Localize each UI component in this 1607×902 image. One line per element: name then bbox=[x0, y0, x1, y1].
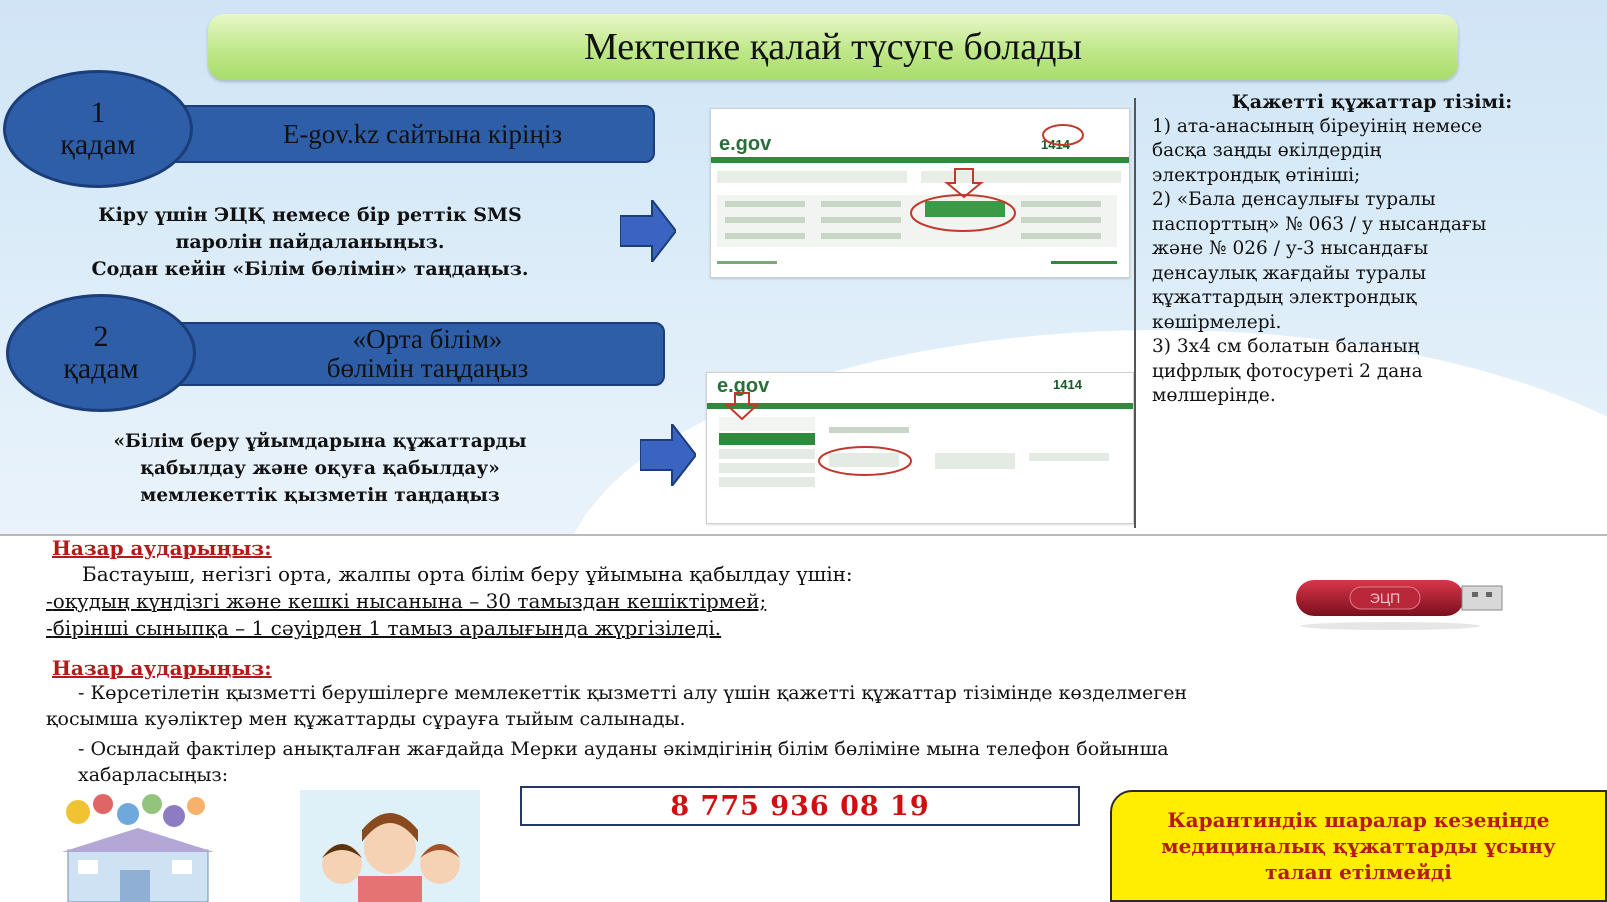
step1-bar bbox=[150, 105, 655, 163]
attention-heading-2: Назар аударыңыз: bbox=[52, 656, 272, 680]
egov-page-mock bbox=[707, 373, 1134, 524]
vertical-divider bbox=[1134, 98, 1136, 528]
step1-number: 1 bbox=[90, 96, 106, 129]
quarantine-line: Карантиндік шаралар кезеңінде bbox=[1167, 808, 1550, 832]
school-illustration bbox=[48, 792, 238, 902]
step1-oval bbox=[3, 70, 193, 188]
documents-line: басқа заңды өкілдердің bbox=[1152, 140, 1382, 161]
step1-instr-line: паролін пайдаланыңыз. bbox=[175, 231, 445, 253]
prohibition-line-2: қосымша куәліктер мен құжаттарды сұрауға тыйым салынады. bbox=[46, 708, 686, 730]
step1-instructions bbox=[20, 202, 600, 283]
step2-oval bbox=[6, 294, 196, 412]
step2-word: қадам bbox=[63, 352, 139, 385]
egov-logo: e.gov bbox=[717, 375, 770, 397]
hotline-number: 1414 bbox=[1053, 377, 1082, 392]
admission-rule-1: -оқудың күндізгі және кешкі нысанына – 30 тамыздан кешіктірмей; bbox=[46, 589, 767, 613]
egov-logo: e.gov bbox=[719, 133, 772, 155]
step2-instructions bbox=[20, 428, 620, 509]
step2-instr-line: мемлекеттік қызметін таңдаңыз bbox=[140, 485, 500, 506]
documents-line: 3) 3х4 см болатын баланың bbox=[1152, 336, 1420, 357]
quarantine-line: медициналық құжаттарды ұсыну bbox=[1161, 834, 1556, 858]
documents-line: паспорттың» № 063 / у нысандағы bbox=[1152, 213, 1487, 235]
egov-page-mock bbox=[711, 109, 1130, 278]
step1-bar-text: E-gov.kz сайтына кіріңіз bbox=[282, 118, 563, 149]
egov-screenshot-2 bbox=[706, 372, 1134, 524]
contact-line-1: - Осындай фактілер анықталған жағдайда Мерки ауданы әкімдігінің білім бөліміне мына телефон бойынша bbox=[78, 738, 1169, 760]
step2-bar-line1: «Орта білім» bbox=[352, 324, 503, 354]
admission-intro: Бастауыш, негізгі орта, жалпы орта білім беру ұйымына қабылдау үшін: bbox=[82, 562, 853, 586]
step2-instr-line: «Білім беру ұйымдарына құжаттарды bbox=[113, 431, 527, 452]
documents-line: көшірмелері. bbox=[1152, 311, 1282, 333]
arrow-right-icon bbox=[640, 424, 696, 486]
step2-bar-line2: бөлімін таңдаңыз bbox=[326, 353, 529, 383]
quarantine-line: талап етілмейді bbox=[1265, 860, 1452, 884]
documents-line: денсаулық жағдайы туралы bbox=[1152, 262, 1427, 284]
documents-line: электрондық өтініші; bbox=[1152, 164, 1361, 186]
arrow-right-icon bbox=[620, 200, 676, 262]
usb-label: ЭЦП bbox=[1369, 590, 1401, 606]
quarantine-notice bbox=[1110, 790, 1607, 902]
documents-line: 2) «Бала денсаулығы туралы bbox=[1152, 189, 1436, 210]
step2-bar bbox=[150, 322, 665, 386]
admission-rule-2: -бірінші сыныпқа – 1 сәуірден 1 тамыз аралығында жүргізіледі. bbox=[46, 616, 722, 640]
phone-number-box bbox=[520, 786, 1080, 826]
title-banner bbox=[208, 14, 1458, 80]
egov-screenshot-1 bbox=[710, 108, 1130, 278]
prohibition-line-1: - Көрсетілетін қызметті берушілерге мемлекеттік қызметті алу үшін қажетті құжаттар тізімінде көзделмеген bbox=[78, 682, 1188, 704]
documents-line: және № 026 / у-3 нысандағы bbox=[1152, 238, 1429, 259]
required-documents bbox=[1152, 90, 1592, 409]
documents-title: Қажетті құжаттар тізімі: bbox=[1231, 91, 1513, 113]
documents-line: құжаттардың электрондық bbox=[1152, 287, 1417, 308]
attention-heading-1: Назар аударыңыз: bbox=[52, 536, 272, 560]
children-illustration bbox=[300, 790, 480, 902]
step1-instr-line: Содан кейін «Білім бөлімін» таңдаңыз. bbox=[91, 258, 529, 280]
phone-number: 8 775 936 08 19 bbox=[670, 790, 930, 822]
step2-number: 2 bbox=[93, 320, 109, 353]
documents-line: 1) ата-анасының біреуінің немесе bbox=[1152, 115, 1483, 137]
step1-word: қадам bbox=[60, 128, 136, 161]
documents-line: мөлшерінде. bbox=[1152, 385, 1276, 406]
step1-instr-line: Кіру үшін ЭЦҚ немесе бір реттік SMS bbox=[98, 204, 522, 226]
admission-rule-2-text: бірінші сыныпқа – 1 сәуірден 1 тамыз аралығында жүргізіледі. bbox=[52, 616, 722, 640]
usb-token-icon bbox=[1290, 570, 1510, 630]
documents-line: цифрлық фотосуреті 2 дана bbox=[1152, 360, 1423, 382]
step2-instr-line: қабылдау және оқуға қабылдау» bbox=[140, 458, 500, 479]
contact-line-2: хабарласыңыз: bbox=[78, 764, 229, 786]
admission-rule-1-text: оқудың күндізгі және кешкі нысанына – 30 тамыздан кешіктірмей; bbox=[52, 589, 767, 613]
page-title: Мектепке қалай түсуге болады bbox=[583, 26, 1083, 68]
hotline-number: 1414 bbox=[1041, 137, 1070, 152]
